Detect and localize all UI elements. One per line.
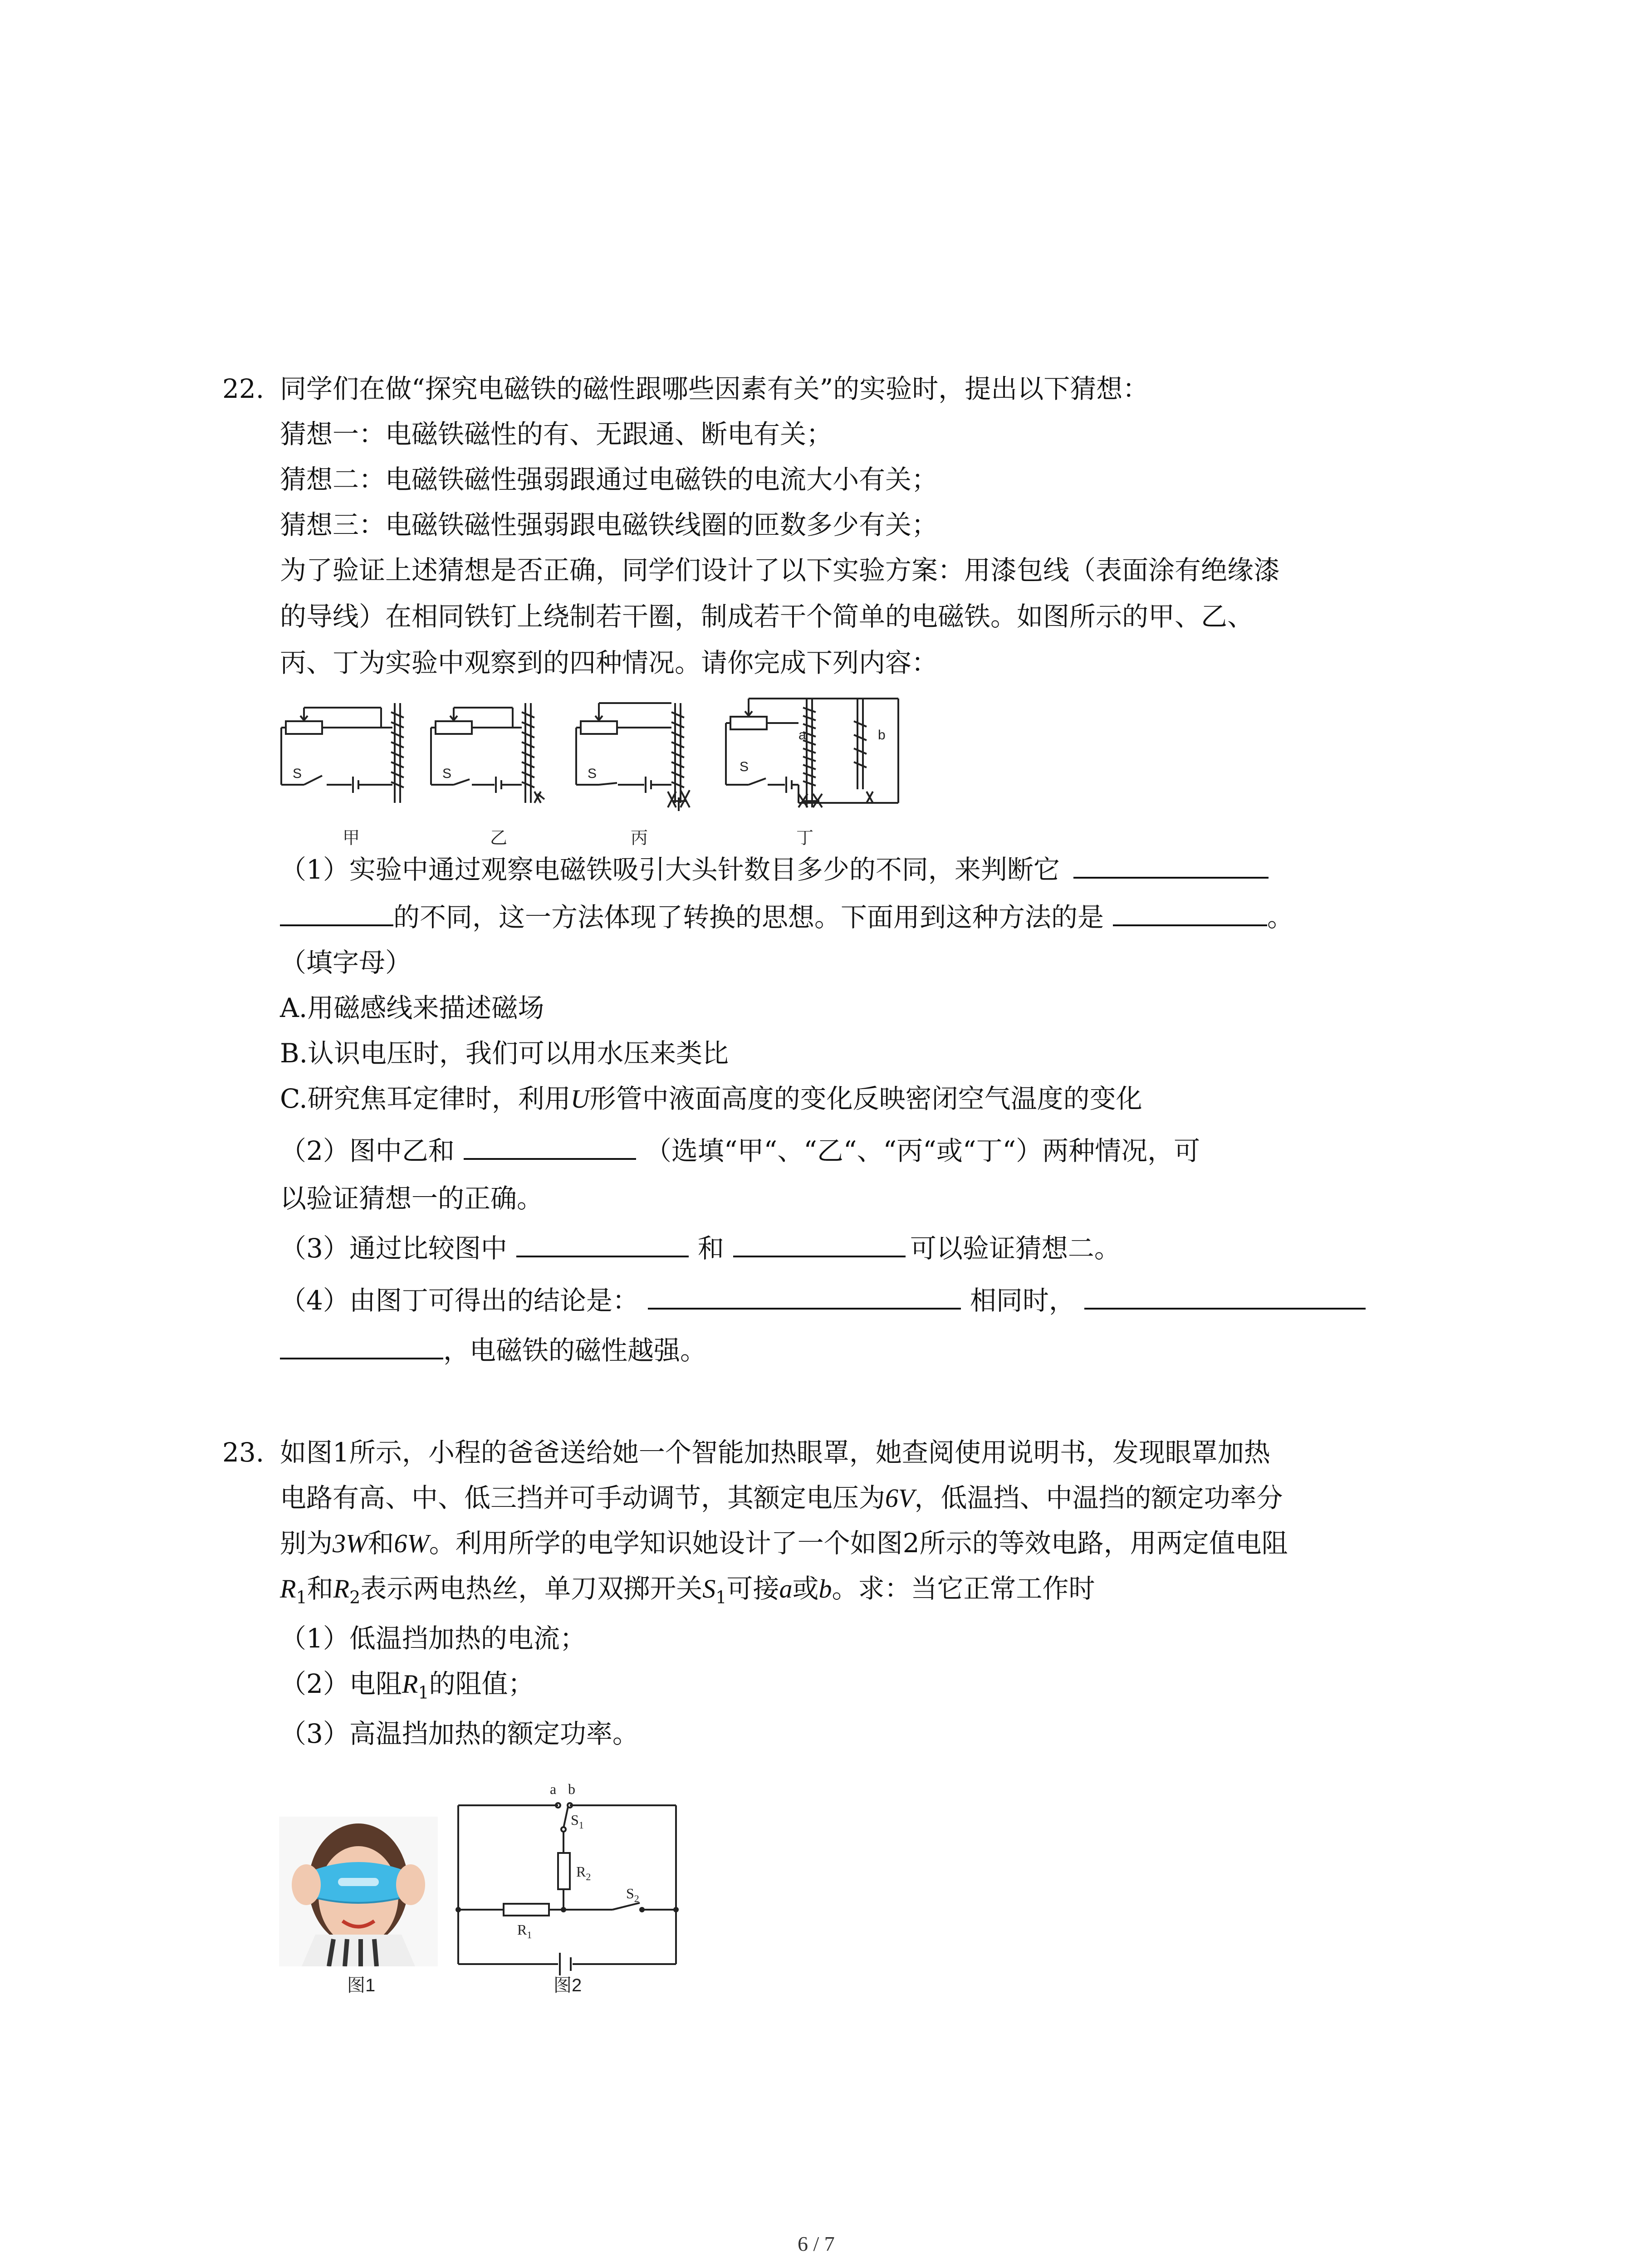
figure-bing-circuit bbox=[576, 703, 690, 811]
q22-guess-3: 猜想三：电磁铁磁性强弱跟电磁铁线圈的匝数多少有关； bbox=[280, 509, 938, 540]
q22-option-b: B.认识电压时，我们可以用水压来类比 bbox=[280, 1038, 729, 1069]
q22-part2-line2: 以验证猜想一的正确。 bbox=[280, 1183, 544, 1214]
fig2-caption: 图2 bbox=[554, 1975, 582, 1995]
q22-part1-line2: 的不同，这一方法体现了转换的思想。下面用到这种方法的是 。 bbox=[280, 900, 1293, 934]
q23-sub3: （3）高温挡加热的额定功率。 bbox=[280, 1718, 639, 1749]
q22-part1-fill-letter: （填字母） bbox=[280, 947, 412, 978]
q22-guess-2: 猜想二：电磁铁磁性强弱跟通过电磁铁的电流大小有关； bbox=[280, 464, 938, 495]
q23-sub2: （2）电阻$R_1$的阻值； bbox=[280, 1668, 534, 1703]
figure-yi-circuit bbox=[431, 703, 544, 803]
resistor-r1-label: $R_1$ bbox=[517, 1921, 532, 1941]
q22-design-2: 的导线）在相同铁钉上绕制若干圈，制成若干个简单的电磁铁。如图所示的甲、乙、 bbox=[280, 601, 1254, 632]
answer-blank-4[interactable] bbox=[464, 1135, 636, 1160]
fig1-caption: 图1 bbox=[347, 1975, 376, 1995]
coil-label-b: b bbox=[878, 728, 886, 743]
q22-guess-1: 猜想一：电磁铁磁性的有、无跟通、断电有关； bbox=[280, 419, 833, 450]
switch-label-yi: S bbox=[442, 766, 452, 781]
q22-number: 22. bbox=[222, 373, 265, 404]
q22-design-3: 丙、丁为实验中观察到的四种情况。请你完成下列内容： bbox=[280, 647, 938, 678]
eye-mask-photo bbox=[279, 1817, 438, 1966]
answer-blank-8[interactable] bbox=[1084, 1285, 1366, 1310]
q22-intro: 同学们在做“探究电磁铁的磁性跟哪些因素有关”的实验时，提出以下猜想： bbox=[280, 373, 1149, 404]
q22-part4-line1: （4）由图丁可得出的结论是： 相同时， bbox=[280, 1284, 1366, 1317]
q23-number: 23. bbox=[222, 1437, 265, 1468]
switch-s1-label: $S_1$ bbox=[571, 1812, 584, 1831]
q23-line2: 电路有高、中、低三挡并可手动调节，其额定电压为6V，低温挡、中温挡的额定功率分 bbox=[280, 1482, 1283, 1513]
q22-part3: （3）通过比较图中 和 可以验证猜想二。 bbox=[280, 1233, 1121, 1264]
answer-blank-3[interactable] bbox=[1113, 902, 1267, 926]
q22-option-a: A.用磁感线来描述磁场 bbox=[280, 992, 544, 1023]
q23-line4: $R_1$和$R_2$表示两电热丝，单刀双掷开关$S_1$可接a或b。求：当它正常工作时 bbox=[280, 1573, 1095, 1608]
q22-part4-line2: ，电磁铁的磁性越强。 bbox=[280, 1334, 706, 1367]
fig-label-yi: 乙 bbox=[490, 829, 508, 848]
answer-blank-7[interactable] bbox=[648, 1285, 961, 1310]
switch-label-ding: S bbox=[740, 759, 749, 774]
coil-label-a: a bbox=[798, 728, 806, 743]
q23-line3: 别为3W和6W。利用所学的电学知识她设计了一个如图2所示的等效电路，用两定值电阻 bbox=[280, 1528, 1288, 1559]
resistor-r2-label: $R_2$ bbox=[576, 1863, 591, 1882]
fig-label-ding: 丁 bbox=[796, 829, 814, 848]
answer-blank-9[interactable] bbox=[280, 1335, 443, 1359]
switch-label-bing: S bbox=[588, 766, 597, 781]
figure-jia-circuit bbox=[281, 703, 404, 803]
q22-part1-line1: （1）实验中通过观察电磁铁吸引大头针数目多少的不同，来判断它 bbox=[280, 853, 1269, 886]
page-number: 6 / 7 bbox=[798, 2232, 835, 2255]
q22-option-c: C.研究焦耳定律时，利用U形管中液面高度的变化反映密闭空气温度的变化 bbox=[280, 1083, 1142, 1114]
answer-blank-5[interactable] bbox=[516, 1233, 689, 1257]
switch-s2-label: $S_2$ bbox=[626, 1885, 639, 1904]
answer-blank-6[interactable] bbox=[733, 1233, 906, 1257]
answer-blank-2[interactable] bbox=[280, 902, 393, 926]
terminal-b-label: b bbox=[568, 1781, 575, 1797]
answer-blank-1[interactable] bbox=[1073, 854, 1269, 879]
electromagnet-figure bbox=[272, 694, 935, 848]
q23-line1: 如图1所示，小程的爸爸送给她一个智能加热眼罩，她查阅使用说明书，发现眼罩加热 bbox=[280, 1437, 1270, 1468]
terminal-a-label: a bbox=[550, 1781, 557, 1797]
q23-sub1: （1）低温挡加热的电流； bbox=[280, 1623, 586, 1654]
heating-circuit-diagram bbox=[449, 1771, 685, 1998]
fig-label-bing: 丙 bbox=[631, 829, 648, 848]
q22-part2-line1: （2）图中乙和 （选填“甲“、“乙“、“丙“或“丁“）两种情况，可 bbox=[280, 1135, 1200, 1166]
switch-label-jia: S bbox=[293, 766, 302, 781]
fig-label-jia: 甲 bbox=[343, 829, 360, 848]
q22-design-1: 为了验证上述猜想是否正确，同学们设计了以下实验方案：用漆包线（表面涂有绝缘漆 bbox=[280, 555, 1280, 586]
figure-ding-circuit bbox=[726, 699, 898, 807]
